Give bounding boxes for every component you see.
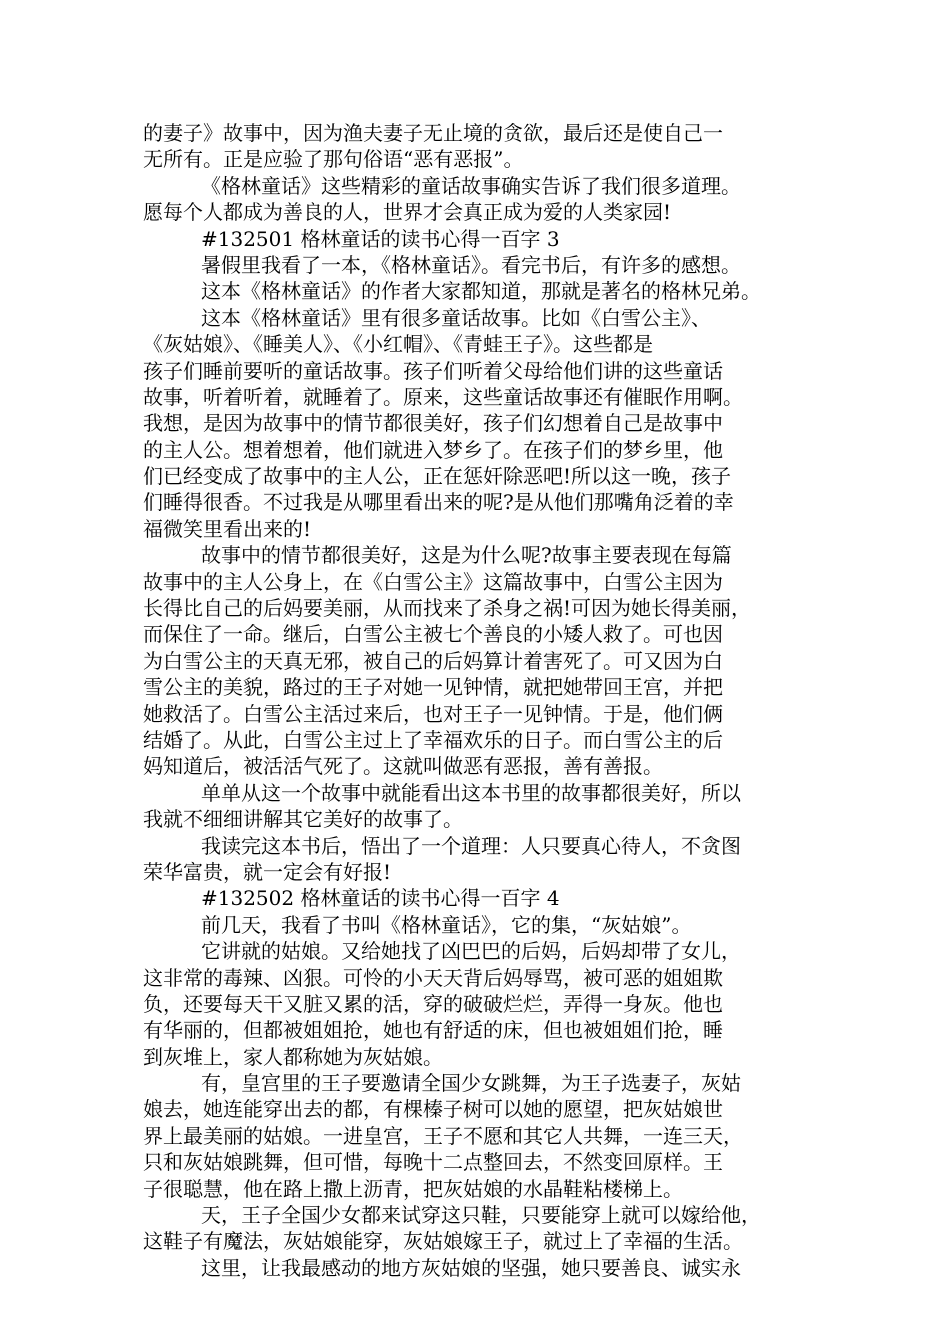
text-line: 负，还要每天干又脏又累的活，穿的破破烂烂，弄得一身灰。他也	[143, 991, 723, 1016]
text-line: 们睡得很香。不过我是从哪里看出来的呢?是从他们那嘴角泛着的幸	[143, 490, 734, 515]
text-line: 的主人公。想着想着，他们就进入梦乡了。在孩子们的梦乡里，他	[143, 437, 723, 462]
text-line: 子很聪慧，他在路上撒上沥青，把灰姑娘的水晶鞋粘楼梯上。	[143, 1176, 683, 1201]
text-line: 故事中的情节都很美好，这是为什么呢?故事主要表现在每篇	[201, 543, 732, 568]
text-line: 长得比自己的后妈要美丽，从而找来了杀身之祸!可因为她长得美丽，	[143, 596, 752, 621]
text-line: 前几天，我看了书叫《格林童话》，它的集，“灰姑娘”。	[201, 912, 692, 937]
text-line: 故事中的主人公身上，在《白雪公主》这篇故事中，白雪公主因为	[143, 569, 723, 594]
text-line: 我就不细细讲解其它美好的故事了。	[143, 807, 463, 832]
text-line: 有华丽的，但都被姐姐抢，她也有舒适的床，但也被姐姐们抢，睡	[143, 1018, 723, 1043]
text-line: 单单从这一个故事中就能看出这本书里的故事都很美好，所以	[201, 780, 741, 805]
text-line: 《灰姑娘》、《睡美人》、《小红帽》、《青蛙王子》。这些都是	[143, 332, 653, 357]
text-line: 我想，是因为故事中的情节都很美好，孩子们幻想着自己是故事中	[143, 411, 723, 436]
text-line: 界上最美丽的姑娘。一进皇宫，王子不愿和其它人共舞，一连三天，	[143, 1123, 743, 1148]
text-line: 天，王子全国少女都来试穿这只鞋，只要能穿上就可以嫁给他，	[201, 1203, 761, 1228]
text-line: 雪公主的美貌，路过的王子对她一见钟情，就把她带回王宫，并把	[143, 675, 723, 700]
text-line: 荣华富贵，就一定会有好报!	[143, 859, 392, 884]
text-line: #132502 格林童话的读书心得一百字 4	[201, 886, 560, 911]
text-line: 妈知道后，被活活气死了。这就叫做恶有恶报，善有善报。	[143, 754, 663, 779]
text-line: 故事，听着听着，就睡着了。原来，这些童话故事还有催眠作用啊。	[143, 384, 743, 409]
text-line: 无所有。正是应验了那句俗语“恶有恶报”。	[143, 147, 524, 172]
text-line: 孩子们睡前要听的童话故事。孩子们听着父母给他们讲的这些童话	[143, 358, 723, 383]
text-line: 这里，让我最感动的地方灰姑娘的坚强，她只要善良、诚实永	[201, 1255, 741, 1280]
text-line: 为白雪公主的天真无邪，被自己的后妈算计着害死了。可又因为白	[143, 648, 723, 673]
text-line: 《格林童话》这些精彩的童话故事确实告诉了我们很多道理。	[201, 173, 741, 198]
text-line: 我读完这本书后，悟出了一个道理：人只要真心待人，不贪图	[201, 833, 741, 858]
text-line: 的妻子》故事中，因为渔夫妻子无止境的贪欲，最后还是使自己一	[143, 121, 723, 145]
text-line: 结婚了。从此，白雪公主过上了幸福欢乐的日子。而白雪公主的后	[143, 727, 723, 752]
text-line: 娘去，她连能穿出去的都，有棵榛子树可以她的愿望，把灰姑娘世	[143, 1097, 723, 1122]
text-line: 它讲就的姑娘。又给她找了凶巴巴的后妈，后妈却带了女儿，	[201, 939, 741, 964]
text-line: 们已经变成了故事中的主人公，正在惩奸除恶吧!所以这一晚，孩子	[143, 464, 732, 489]
document-page	[143, 120, 813, 1281]
text-line: 有，皇宫里的王子要邀请全国少女跳舞，为王子选妻子，灰姑	[201, 1071, 741, 1096]
text-line: 愿每个人都成为善良的人，世界才会真正成为爱的人类家园!	[143, 200, 672, 225]
text-line: 这鞋子有魔法，灰姑娘能穿，灰姑娘嫁王子，就过上了幸福的生活。	[143, 1229, 743, 1254]
text-line: 她救活了。白雪公主活过来后，也对王子一见钟情。于是，他们俩	[143, 701, 723, 726]
text-line: 福微笑里看出来的!	[143, 516, 312, 541]
text-line: #132501 格林童话的读书心得一百字 3	[201, 226, 560, 251]
text-line: 暑假里我看了一本，《格林童话》。看完书后，有许多的感想。	[201, 252, 741, 277]
text-line: 到灰堆上，家人都称她为灰姑娘。	[143, 1044, 443, 1069]
text-line: 这本《格林童话》的作者大家都知道，那就是著名的格林兄弟。	[201, 279, 761, 304]
text-line: 这非常的毒辣、凶狠。可怜的小天天背后妈辱骂，被可恶的姐姐欺	[143, 965, 723, 990]
text-line: 只和灰姑娘跳舞，但可惜，每晚十二点整回去，不然变回原样。王	[143, 1150, 723, 1175]
text-line: 而保住了一命。继后，白雪公主被七个善良的小矮人救了。可也因	[143, 622, 723, 647]
text-line: 这本《格林童话》里有很多童话故事。比如《白雪公主》、	[201, 305, 711, 330]
